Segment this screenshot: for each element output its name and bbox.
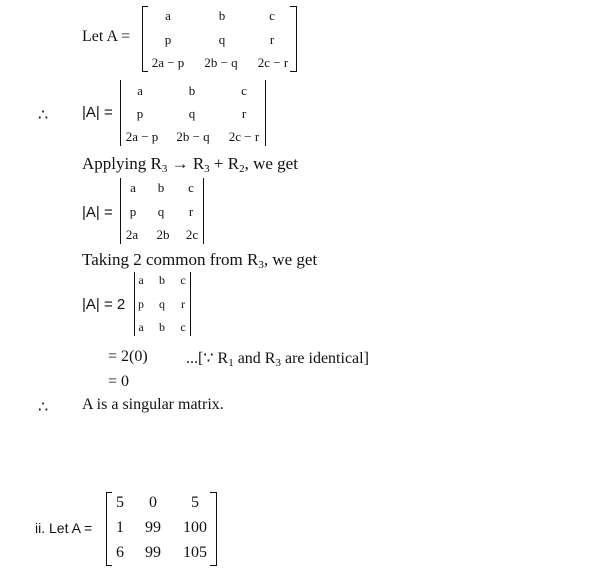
matrix-2-right-bracket-bottom <box>210 565 216 566</box>
det-2-cell: 2b <box>156 227 170 242</box>
det-1-cell: 2a − p <box>125 129 159 144</box>
det-a-label-2: |A| = <box>82 204 113 221</box>
matrix-1-cell: b <box>218 8 226 23</box>
applying-step <box>82 154 298 175</box>
suffix-text: , we get <box>263 250 318 269</box>
suffix-text: , we get <box>244 154 298 173</box>
matrix-2-cell: 1 <box>116 519 124 536</box>
let-a-label: Let A = <box>82 28 131 45</box>
subscript: 1 <box>228 357 234 369</box>
det-3-cell: c <box>180 273 186 287</box>
subscript: 3 <box>275 357 281 369</box>
det-2-cell: 2a <box>125 227 139 242</box>
det-2-cell: q <box>157 204 165 219</box>
matrix-2-cell: 99 <box>145 519 161 536</box>
det-3-cell: a <box>138 320 144 334</box>
matrix-2-left-bracket-bottom <box>106 565 112 566</box>
det-3-cell: a <box>138 273 144 287</box>
conclusion-text: A is a singular matrix. <box>82 396 224 413</box>
reason-note <box>186 348 369 369</box>
matrix-2-right-bracket <box>216 492 217 566</box>
therefore-symbol-2: ∴ <box>38 399 49 416</box>
subscript: 3 <box>258 259 264 271</box>
matrix-1-cell: 2a − p <box>151 55 185 70</box>
matrix-2-cell: 6 <box>116 544 124 561</box>
det-1-cell: a <box>137 83 143 98</box>
det-3-cell: b <box>159 273 165 287</box>
matrix-2-cell: 5 <box>116 494 124 511</box>
det-3-cell: p <box>138 297 144 311</box>
matrix-1-right-bracket-top <box>290 6 296 7</box>
matrix-1-right-bracket-bottom <box>290 71 296 72</box>
det-a-label: |A| = <box>82 104 113 121</box>
subscript: 2 <box>239 163 245 175</box>
plus-text: + R <box>209 154 240 173</box>
det-2-cell: p <box>129 204 137 219</box>
result-line-2: = 0 <box>108 373 130 390</box>
det-1-cell: 2c − r <box>228 129 260 144</box>
taking-text: Taking 2 common from R <box>82 250 259 269</box>
reason-text: ...[∵ R <box>186 350 229 367</box>
matrix-1-cell: c <box>269 8 275 23</box>
det-2-cell: 2c <box>185 227 199 242</box>
matrix-1-cell: 2b − q <box>204 55 238 70</box>
matrix-2-cell: 100 <box>183 519 207 536</box>
det-1-cell: p <box>136 106 144 121</box>
part-ii-label: ii. Let A = <box>35 520 93 536</box>
matrix-1-cell: 2c − r <box>257 55 289 70</box>
matrix-1-cell: p <box>164 32 172 47</box>
det-2-cell: b <box>157 180 165 195</box>
matrix-2-cell: 0 <box>149 494 157 511</box>
det-3-cell: r <box>181 297 185 311</box>
matrix-2-cell: 99 <box>145 544 161 561</box>
taking-common-step <box>82 250 317 271</box>
reason-text: are identical] <box>280 350 369 367</box>
det-3-cell: c <box>180 320 186 334</box>
matrix-1-left-bracket-top <box>142 6 148 7</box>
matrix-1-left-bracket-bottom <box>142 71 148 72</box>
det-1-cell: r <box>241 106 247 121</box>
det-1-right-bar <box>265 80 266 146</box>
det-2-cell: r <box>188 204 194 219</box>
subscript: 3 <box>204 163 210 175</box>
det-a-label-3: |A| = 2 <box>82 296 126 313</box>
det-1-cell: c <box>241 83 247 98</box>
det-3-cell: b <box>159 320 165 334</box>
applying-text: Applying R <box>82 154 162 173</box>
det-1-cell: q <box>188 106 196 121</box>
det-2-cell: a <box>130 180 136 195</box>
reason-text: and R <box>233 350 276 367</box>
det-2-cell: c <box>188 180 194 195</box>
therefore-symbol: ∴ <box>38 107 49 124</box>
det-1-cell: b <box>188 83 196 98</box>
matrix-1-right-bracket <box>296 6 297 72</box>
matrix-1-cell: a <box>165 8 171 23</box>
matrix-1-cell: r <box>269 32 275 47</box>
matrix-1-cell: q <box>218 32 226 47</box>
det-3-cell: q <box>159 297 165 311</box>
matrix-1-left-bracket <box>142 6 143 72</box>
matrix-2-left-bracket-top <box>106 492 112 493</box>
det-1-cell: 2b − q <box>176 129 210 144</box>
subscript: 3 <box>161 163 168 175</box>
result-line-1: = 2(0) <box>108 348 148 365</box>
matrix-2-right-bracket-top <box>210 492 216 493</box>
matrix-2-cell: 5 <box>191 494 199 511</box>
matrix-2-cell: 105 <box>183 544 207 561</box>
arrow-text: → R <box>167 154 205 173</box>
